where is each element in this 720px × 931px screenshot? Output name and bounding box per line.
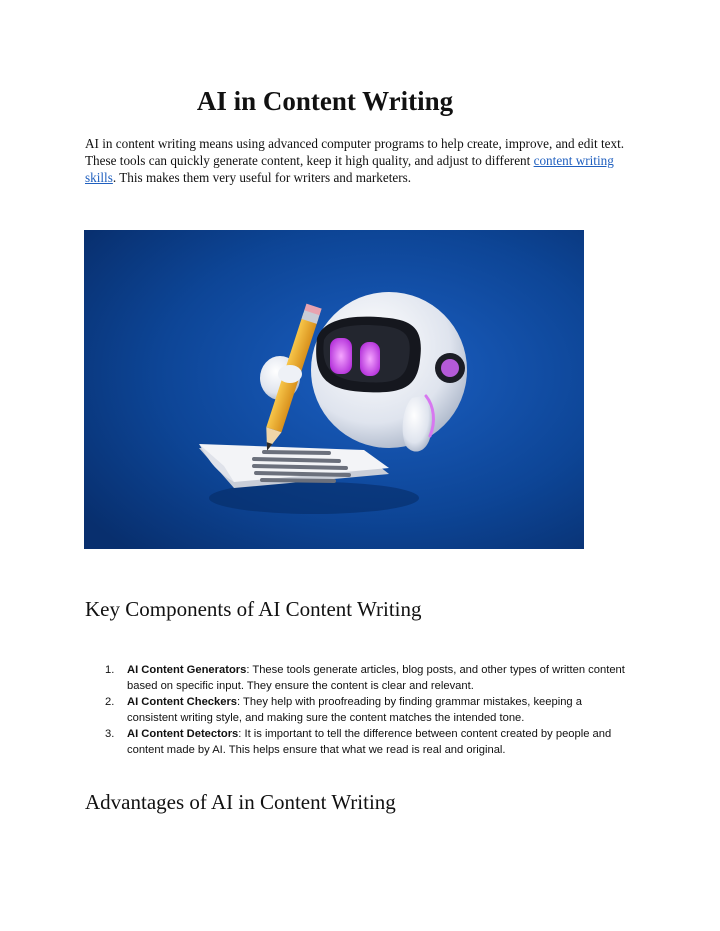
list-item-description: : It is important to tell the difference between content created by people and content made by AI. This helps ensure that what we read is real and original. [127, 728, 612, 756]
list-item-number: 3. [105, 728, 115, 740]
list-item-number: 2. [105, 696, 115, 708]
list-item-term: AI Content Generators [127, 664, 247, 676]
section-heading-advantages: Advantages of AI in Content Writing [85, 790, 396, 814]
section-heading-key-components: Key Components of AI Content Writing [85, 597, 422, 621]
list-item [85, 726, 635, 758]
list-item-term: AI Content Detectors [127, 728, 239, 740]
intro-text-before: AI in content writing means using advanced computer programs to help create, improve, and edit text. These tools can quickly generate content, keep it high quality, and adjust to different [85, 136, 625, 168]
list-item-description: : These tools generate articles, blog posts, and other types of written content based on specific input. They ensure the content is clear and relevant. [127, 664, 625, 692]
list-item-number: 1. [105, 664, 115, 676]
components-list [85, 662, 635, 758]
intro-paragraph [85, 135, 645, 186]
list-item [85, 662, 635, 694]
page-title: AI in Content Writing [196, 86, 454, 116]
robot-writing-illustration [84, 230, 584, 549]
list-item-term: AI Content Checkers [127, 696, 238, 708]
list-item-description: : They help with proofreading by finding grammar mistakes, keeping a consistent writing style, and making sure the content matches the intended tone. [127, 696, 582, 724]
robot-writing-image [84, 230, 584, 549]
list-item [85, 694, 635, 726]
content-writing-skills-link[interactable]: content writing skills [85, 153, 614, 185]
intro-text-after: . This makes them very useful for writers and marketers. [112, 170, 412, 185]
